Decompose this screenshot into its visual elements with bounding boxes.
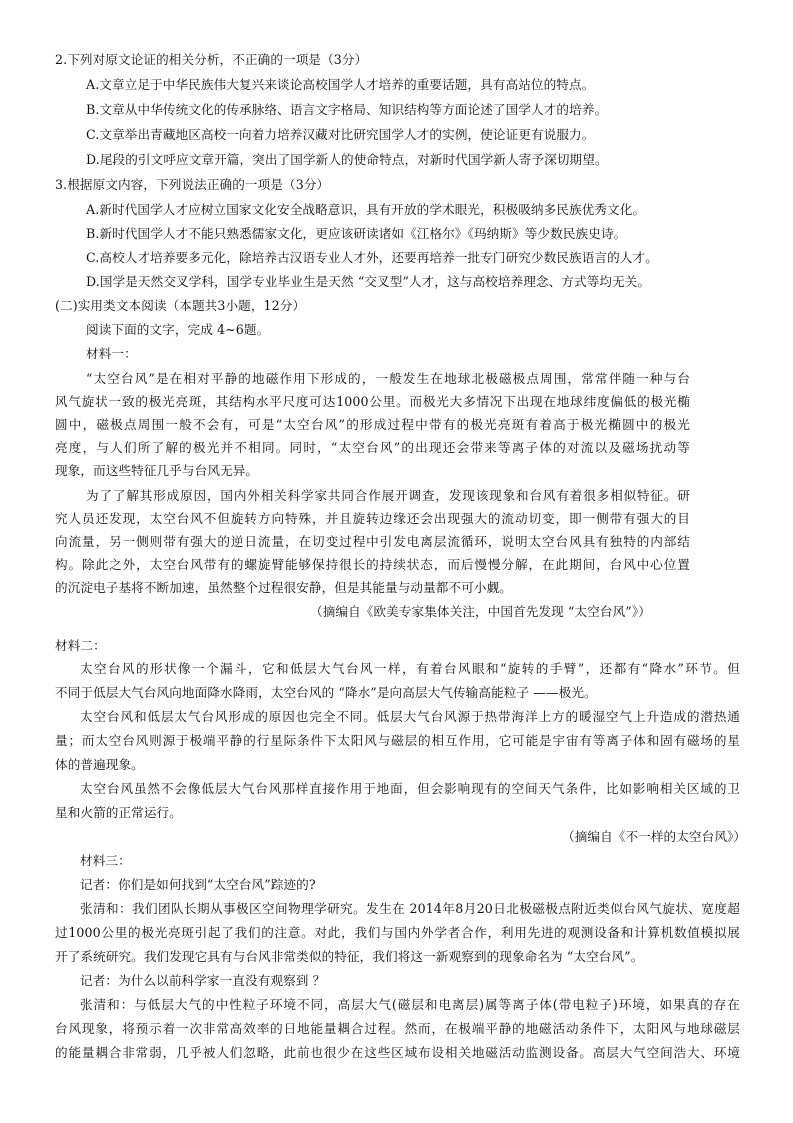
- interview-answer-2: 张清和：与低层大气的中性粒子环境不同，高层大气(磁层和电离层)属等离子体(带电粒子)环境，如果真的存在: [80, 997, 740, 1012]
- question-2-option-d: D.尾段的引文呼应文章开篇，突出了国学新人的使命特点，对新时代国学新人寄予深切期望。: [86, 152, 608, 167]
- question-3-stem: 3.根据原文内容，下列说法正确的一项是（3分）: [55, 177, 330, 192]
- material-2-line: 太空台风和低层太气台风形成的原因也完全不同。低层大气台风源于热带海洋上方的暖湿空气上升造成的潜热通: [80, 709, 740, 724]
- interview-question-2: 记者：为什么以前科学家一直没有观察到 ？: [80, 973, 326, 988]
- section-instruction: 阅读下面的文字，完成 4~6题。: [86, 322, 270, 337]
- question-3-option-a: A.新时代国学人才应树立国家文化安全战略意识，具有开放的学术眼光，积极吸纳多民族优秀文化。: [86, 202, 646, 217]
- interview-answer-1: 张清和：我们团队长期从事极区空间物理学研究。发生在 2014年8月20日北极磁极点附近类似台风气旋状、宽度超: [80, 901, 740, 916]
- material-1-line: 向流量，另一侧则带有强大的逆日流量，在切变过程中引发电离层流循环，说明太空台风具有独特的内部结: [55, 534, 690, 549]
- material-2-line: 星和火箭的正常运行。: [55, 805, 182, 820]
- material-1-line: 构。除此之外，太空台风带有的螺旋臂能够保持很长的持续状态，而后慢慢分解，在此期间，台风中心位置: [55, 557, 690, 572]
- material-1-line: 亮度，与人们所了解的极光并不相同。同时，“太空台风”的出现还会带来等离子体的对流以及磁场扰动等: [55, 440, 690, 455]
- question-2-stem: 2.下列对原文论证的相关分析，不正确的一项是（3分）: [55, 52, 368, 67]
- material-2-line: 不同于低层大气台风向地面降水降雨，太空台风的 “降水”是向高层大气传输高能粒子 ——极光。: [55, 685, 597, 700]
- material-1-line: 圆中，磁极点周围一般不会有，可是“太空台风”的形成过程中带有的极光亮斑有着高于极光椭圆中的极光: [55, 417, 690, 432]
- material-1-line: “太空台风”是在相对平静的地磁作用下形成的，一般发生在地球北极磁极点周围，常常伴随一种与台: [86, 371, 690, 386]
- interview-answer-2: 台风现象，将预示着一次非常高效率的日地能量耦合过程。然而，在极端平静的地磁活动条件下，太阳风与地球磁层: [55, 1021, 740, 1036]
- material-1-line: 究人员还发现，太空台风不但旋转方向特殊，并且旋转边缘还会出现强大的流动切变，即一侧带有强大的目: [55, 511, 690, 526]
- interview-answer-1: 开了系统研究。我们发现它具有与台风非常类似的特征，我们将这一新观察到的现象命名为 “太空台风”。: [55, 949, 644, 964]
- interview-question-1: 记者：你们是如何找到“太空台风”踪迹的?: [80, 877, 316, 892]
- material-2-line: 太空台风虽然不会像低层大气台风那样直接作用于地面，但会影响现有的空间天气条件，比如影响相关区域的卫: [80, 781, 740, 796]
- material-1-line: 风气旋状一致的极光亮斑，其结构水平尺度可达1000公里。而极光大多情况下出现在地球纬度偏低的极光椭: [55, 394, 690, 409]
- section-heading: (二)实用类文本阅读（本题共3小题，12分）: [55, 298, 306, 313]
- question-2-option-a: A.文章立足于中华民族伟大复兴来谈论高校国学人才培养的重要话题，具有高站位的特点。: [86, 77, 595, 92]
- material-2-line: 体的普遍现象。: [55, 757, 144, 772]
- material-1-line: 为了了解其形成原因，国内外相关科学家共同合作展开调查，发现该现象和台风有着很多相似特征。研: [86, 488, 690, 503]
- material-3-label: 材料三：: [80, 853, 131, 868]
- question-3-option-b: B.新时代国学人才不能只熟悉儒家文化，更应该研读诸如《江格尔》《玛纳斯》等少数民族史诗。: [86, 226, 627, 241]
- question-3-option-d: D.国学是天然交叉学科，国学专业毕业生是天然 “交叉型”人才，这与高校培养理念、方式等均无关。: [86, 274, 651, 289]
- material-2-label: 材料二：: [55, 638, 106, 653]
- interview-answer-1: 过1000公里的极光亮斑引起了我们的注意。对此，我们与国内外学者合作，利用先进的观测设备和计算机数值模拟展: [55, 925, 740, 940]
- question-2-option-c: C.文章举出青藏地区高校一向着力培养汉藏对比研究国学人才的实例，使论证更有说服力。: [86, 127, 595, 142]
- material-1-line: 的沉淀电子基将不断加速，虽然整个过程很安静，但是其能量与动量都不可小觑。: [55, 580, 512, 595]
- question-2-option-b: B.文章从中华传统文化的传承脉络、语言文字格局、知识结构等方面论述了国学人才的培养。: [86, 102, 608, 117]
- material-1-label: 材料一：: [86, 346, 137, 361]
- material-1-line: 现象，而这些特征几乎与台风无异。: [55, 463, 259, 478]
- material-2-line: 太空台风的形状像一个漏斗，它和低层大气台风一样，有着台风眼和“旋转的手臂”，还都有“降水”环节。但: [80, 661, 740, 676]
- material-1-source: （摘编自《欧美专家集体关注，中国首先发现 “太空台风”》）: [310, 604, 651, 619]
- material-2-line: 量；而太空台风则源于极端平静的行星际条件下太阳风与磁层的相互作用，它可能是宇宙有等离子体和固有磁场的星: [55, 733, 740, 748]
- question-3-option-c: C.高校人才培养要多元化，除培养古汉语专业人才外，还要再培养一批专门研究少数民族语言的人才。: [86, 250, 658, 265]
- interview-answer-2: 的能量耦合非常弱，几乎被人们忽略，此前也很少在这些区域布设相关地磁活动监测设备。高层大气空间浩大、环境: [55, 1045, 740, 1060]
- material-2-source: （摘编自《不一样的太空台风》）: [562, 829, 747, 844]
